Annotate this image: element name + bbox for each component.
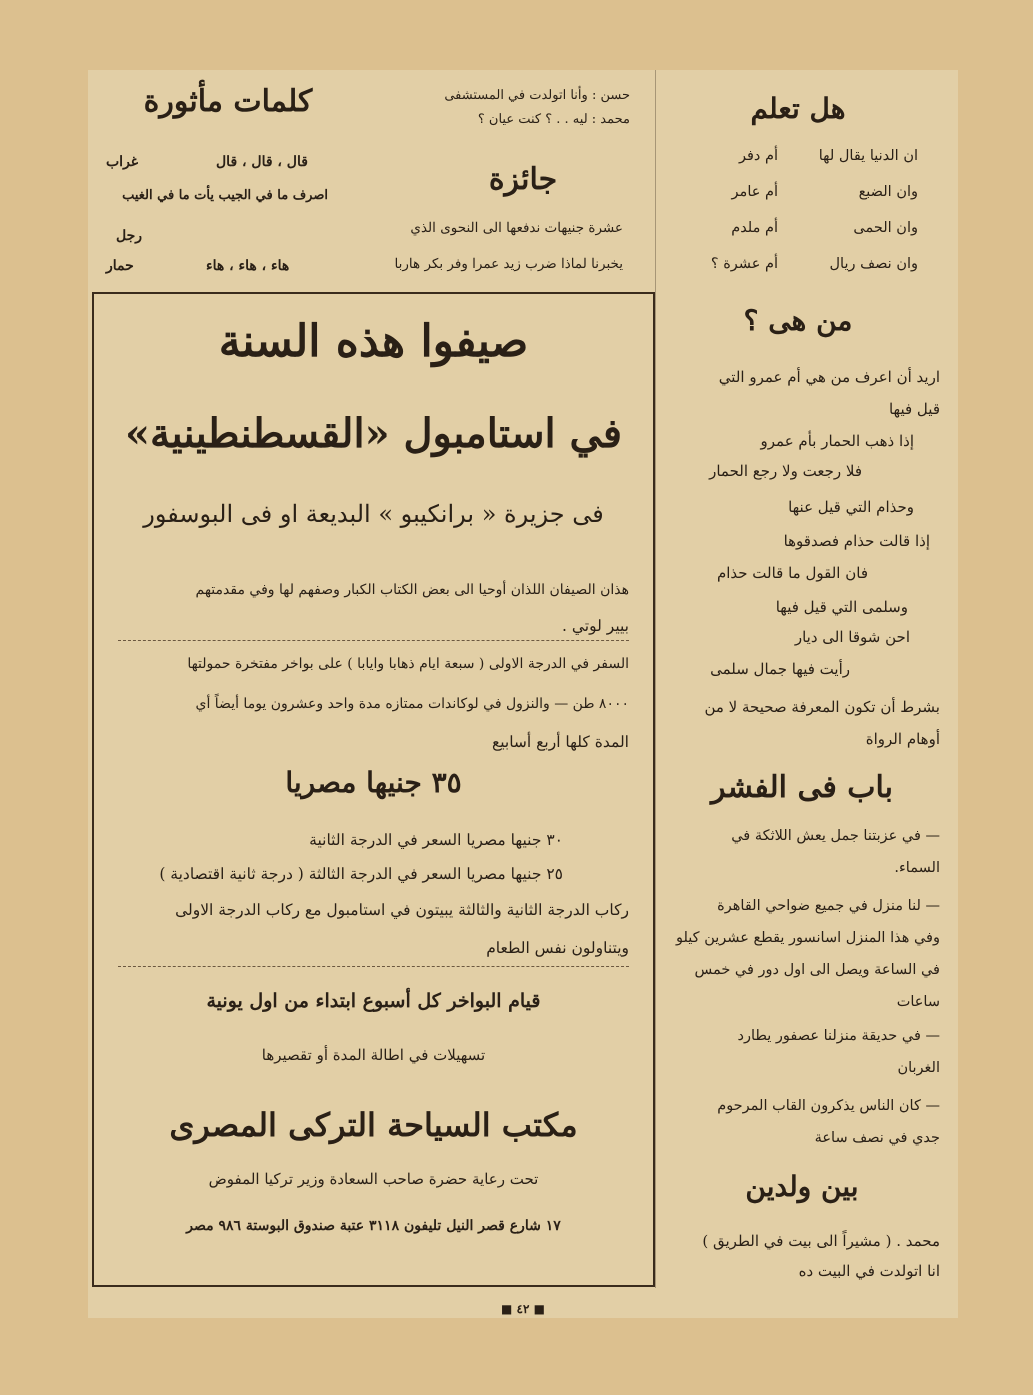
nonsense-line: جدي في نصف ساعة	[814, 1130, 940, 1146]
verse-line: فان القول ما قالت حذام	[716, 564, 868, 582]
ad-text-line: هذان الصيفان اللذان أوحيا الى بعض الكتاب الكبار وصفهم لها وفي مقدمتهم	[195, 582, 629, 598]
ad-text-line: ٨٠٠٠ طن — والنزول في لوكاندات ممتازه مدة واحد وعشرون يوما أيضاً أي	[195, 696, 629, 712]
ad-text-line: المدة كلها أربع أسابيع	[491, 733, 629, 751]
ad-text-line: بيير لوتي .	[562, 617, 629, 635]
did-you-know-answer: أم عامر	[731, 184, 778, 200]
dashed-separator	[118, 640, 629, 641]
saying-item: قال ، قال ، قال	[216, 154, 308, 170]
ad-text-line: ويتناولون نفس الطعام	[486, 939, 629, 957]
saying-item: حمار	[106, 258, 134, 274]
father-son-title: بين ولدين	[745, 1170, 859, 1203]
text-line: محمد . ( مشيراً الى بيت في الطريق )	[702, 1232, 940, 1250]
nonsense-line: الغربان	[897, 1060, 940, 1076]
dashed-separator	[118, 966, 629, 967]
verse-line: رأيت فيها جمال سلمى	[710, 660, 850, 678]
ad-headline: في استامبول «القسطنطينية»	[125, 410, 622, 457]
prize-text: يخبرنا لماذا ضرب زيد عمرا وفر بكر هاربا	[394, 256, 623, 272]
who-is-she-title: من هى ؟	[743, 304, 853, 337]
nonsense-line: ساعات	[896, 994, 940, 1010]
ad-patronage: تحت رعاية حضرة صاحب السعادة وزير تركيا المفوض	[208, 1170, 539, 1188]
nonsense-line: — لنا منزل في جميع ضواحي القاهرة	[717, 898, 940, 914]
nonsense-line: — كان الناس يذكرون القاب المرحوم	[717, 1098, 940, 1114]
text-line: اريد أن اعرف من هي أم عمرو التي	[718, 368, 940, 386]
ad-office-name: مكتب السياحة التركى المصرى	[169, 1106, 578, 1144]
ad-facilities: تسهيلات في اطالة المدة أو تقصيرها	[261, 1046, 486, 1064]
verse-line: إذا قالت حذام فصدقوها	[783, 532, 930, 550]
ad-text-line: السفر في الدرجة الاولى ( سبعة ايام ذهابا وايابا ) على بواخر مفتخرة حمولتها	[187, 656, 629, 672]
prize-text: عشرة جنيهات ندفعها الى النحوى الذي	[410, 220, 623, 236]
sayings-title: كلمات مأثورة	[143, 84, 313, 119]
ad-price: ٣٥ جنيها مصريا	[285, 766, 462, 799]
ad-address: ١٧ شارع قصر النيل تليفون ٣١١٨ عتبة صندوق البوستة ٩٨٦ مصر	[186, 1218, 561, 1234]
did-you-know-question: وان الحمى	[853, 220, 918, 236]
verse-line: احن شوقا الى ديار	[794, 628, 910, 646]
saying-item: غراب	[106, 154, 139, 170]
page-number: ■ ٤٢ ■	[501, 1302, 545, 1316]
nonsense-line: — في عزبتنا جمل يعش اللاثكة في	[731, 828, 940, 844]
text-line: بشرط أن تكون المعرفة صحيحة لا من	[704, 698, 940, 716]
ad-sailing: قيام البواخر كل أسبوع ابتداء من اول يونية	[206, 990, 541, 1012]
nonsense-line: وفي هذا المنزل اسانسور يقطع عشرين كيلو	[676, 930, 940, 946]
verse-line: إذا ذهب الحمار بأم عمرو	[760, 432, 914, 450]
did-you-know-answer: أم دفر	[738, 148, 778, 164]
text-line: وسلمى التي قيل فيها	[775, 598, 908, 616]
dialog-line: حسن : وأنا اتولدت في المستشفى	[444, 88, 630, 103]
saying-item: اصرف ما في الجيب يأت ما في الغيب	[122, 188, 328, 203]
dialog-line: محمد : ليه . . ؟ كنت عيان ؟	[477, 112, 630, 127]
saying-item: رجل	[116, 228, 143, 244]
magazine-page	[88, 70, 958, 1318]
ad-text-line: ركاب الدرجة الثانية والثالثة يبيتون في استامبول مع ركاب الدرجة الاولى	[175, 901, 629, 919]
nonsense-line: السماء.	[894, 860, 940, 876]
ad-subheadline: فى جزيرة « برانكيبو » البديعة او فى البوسفور	[143, 500, 604, 528]
ad-text-line: ٢٥ جنيها مصريا السعر في الدرجة الثالثة ( درجة ثانية اقتصادية )	[159, 865, 563, 883]
text-line: أوهام الرواة	[865, 730, 940, 748]
did-you-know-answer: أم ملدم	[731, 220, 778, 236]
did-you-know-title: هل تعلم	[750, 92, 846, 125]
did-you-know-question: ان الدنيا يقال لها	[818, 148, 918, 164]
did-you-know-answer: أم عشرة ؟	[710, 256, 778, 272]
verse-line: فلا رجعت ولا رجع الحمار	[709, 462, 862, 480]
saying-item: هاء ، هاء ، هاء	[206, 258, 290, 274]
istanbul-travel-ad	[92, 292, 655, 1287]
ad-text-line: ٣٠ جنيها مصريا السعر في الدرجة الثانية	[309, 831, 563, 849]
did-you-know-question: وان نصف ريال	[829, 256, 918, 272]
text-line: انا اتولدت في البيت ده	[798, 1262, 940, 1280]
nonsense-line: في الساعة ويصل الى اول دور في خمس	[694, 962, 940, 978]
text-line: قيل فيها	[888, 400, 940, 418]
column-divider	[655, 70, 656, 1288]
nonsense-title: باب فى الفشر	[711, 770, 893, 805]
did-you-know-question: وان الضبع	[858, 184, 918, 200]
ad-headline: صيفوا هذه السنة	[218, 316, 529, 367]
text-line: وحذام التي قيل عنها	[788, 498, 914, 516]
prize-title: جائزة	[488, 162, 558, 197]
nonsense-line: — في حديقة منزلنا عصفور يطارد	[737, 1028, 940, 1044]
